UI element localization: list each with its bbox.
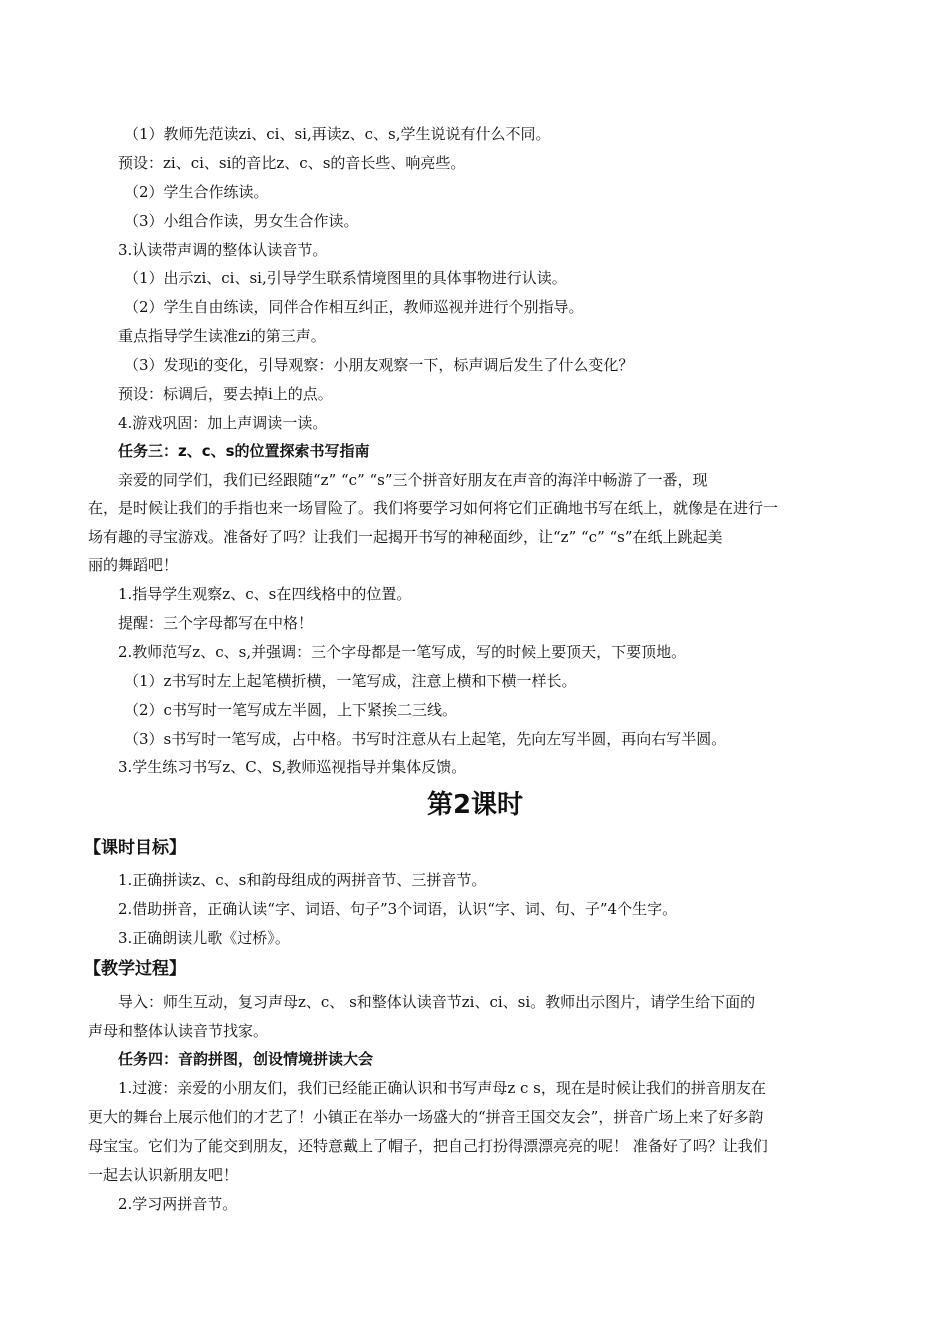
text-line: 3.认读带声调的整体认读音节。	[118, 241, 328, 259]
paragraph-line: 场有趣的寻宝游戏。准备好了吗？让我们一起揭开书写的神秘面纱，让“z” “c” “s”在纸上跳起美	[88, 528, 723, 546]
text-line: （2）c书写时一笔写成左半圆，上下紧挨二三线。	[124, 701, 457, 719]
text-line: （3）小组合作读，男女生合作读。	[124, 212, 359, 230]
task4-title: 任务四：音韵拼图，创设情境拼读大会	[118, 1050, 374, 1068]
goals-title: 【课时目标】	[84, 838, 186, 858]
text-line: 提醒：三个字母都写在中格！	[118, 614, 314, 632]
text-line: 预设：zi、ci、si的音比z、c、s的音长些、响亮些。	[118, 154, 466, 172]
paragraph-line: 1.过渡：亲爱的小朋友们，我们已经能正确认识和书写声母z c s，现在是时候让我们的拼音朋友在	[118, 1079, 766, 1097]
text-line: 1.指导学生观察z、c、s在四线格中的位置。	[118, 585, 412, 603]
text-line: 预设：标调后，要去掉i上的点。	[118, 385, 333, 403]
text-line: （2）学生自由练读，同伴合作相互纠正，教师巡视并进行个别指导。	[124, 298, 584, 316]
text-line: （3）发现i的变化，引导观察：小朋友观察一下，标声调后发生了什么变化？	[124, 356, 634, 374]
paragraph-line: 声母和整体认读音节找家。	[88, 1022, 269, 1040]
lesson-heading: 第2课时	[426, 790, 524, 820]
paragraph-line: 一起去认识新朋友吧！	[88, 1166, 239, 1184]
goal-item: 1.正确拼读z、c、s和韵母组成的两拼音节、三拼音节。	[118, 871, 487, 889]
text-line: 2.教师范写z、c、s,并强调：三个字母都是一笔写成，写的时候上要顶天，下要顶地。	[118, 643, 687, 661]
paragraph-line: 导入：师生互动，复习声母z、c、 s和整体认读音节zi、ci、si。教师出示图片，请学生给下面的	[118, 993, 756, 1011]
goal-item: 2.借助拼音，正确认读“字、词语、句子”3个词语，认识“字、词、句、子”4个生字。	[118, 900, 678, 918]
text-line: 3.学生练习书写z、C、S,教师巡视指导并集体反馈。	[118, 758, 467, 776]
paragraph-line: 更大的舞台上展示他们的才艺了！小镇正在举办一场盛大的“拼音王国交友会”，拼音广场上来了好多韵	[88, 1108, 764, 1126]
paragraph-line: 在，是时候让我们的手指也来一场冒险了。我们将要学习如何将它们正确地书写在纸上，就像是在进行一	[88, 499, 779, 517]
paragraph-line: 丽的舞蹈吧！	[88, 556, 179, 574]
text-line: 4.游戏巩固：加上声调读一读。	[118, 414, 328, 432]
text-line: （1）教师先范读zi、ci、si,再读z、c、s,学生说说有什么不同。	[124, 125, 551, 143]
paragraph-line: 母宝宝。它们为了能交到朋友，还特意戴上了帽子，把自己打扮得漂漂亮亮的呢！ 准备好了吗？让我们	[88, 1137, 768, 1155]
text-line: （1）出示zi、ci、si,引导学生联系情境图里的具体事物进行认读。	[124, 269, 567, 287]
text-line: 重点指导学生读准zi的第三声。	[118, 327, 326, 345]
text-line: （3）s书写时一笔写成，占中格。书写时注意从右上起笔，先向左写半圆，再向右写半圆。	[124, 730, 727, 748]
text-line: 2.学习两拼音节。	[118, 1195, 238, 1213]
text-line: （1）z书写时左上起笔横折横，一笔写成，注意上横和下横一样长。	[124, 672, 577, 690]
process-title: 【教学过程】	[84, 959, 186, 979]
goal-item: 3.正确朗读儿歌《过桥》。	[118, 929, 290, 947]
text-line: （2）学生合作练读。	[124, 183, 269, 201]
paragraph-line: 亲爱的同学们，我们已经跟随“z” “c” “s”三个拼音好朋友在声音的海洋中畅游了一番，现	[118, 471, 708, 489]
task3-title: 任务三：z、c、s的位置探索书写指南	[118, 442, 370, 460]
